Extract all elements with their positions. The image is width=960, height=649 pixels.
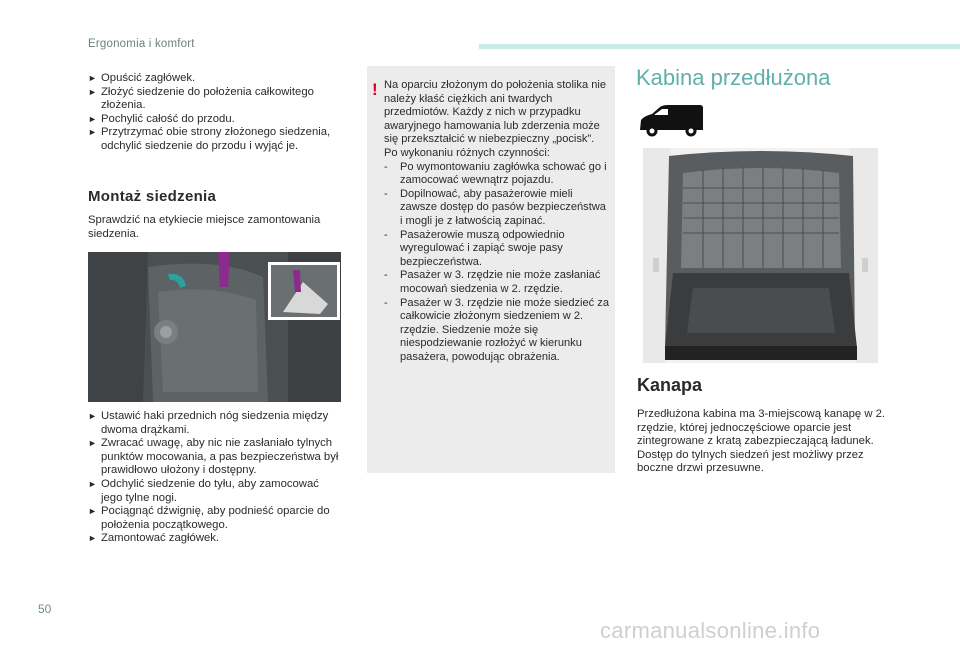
list-item: ► Przytrzymać obie strony złożonego siedzenia, odchylić siedzenie do przodu i wyjąć je. (88, 126, 331, 152)
list-item: ► Ustawić haki przednich nóg siedzenia między dwoma drążkami. (88, 410, 329, 436)
list-item: - Pasażer w 3. rzędzie nie może siedzieć za całkowicie złożonym siedzeniem w 2. rzędzie. Siedzenie może się niespodziewanie rozłożyć w kierunku pasażera, powodując obrażenia. (384, 296, 610, 363)
van-silhouette-icon (638, 104, 704, 138)
bullet-arrow-icon: ► (88, 113, 97, 124)
kanapa-description (637, 408, 887, 476)
removal-steps-list (88, 72, 343, 154)
mounting-steps-list (88, 410, 343, 546)
bullet-arrow-icon: ► (88, 438, 97, 449)
list-item: - Po wymontowaniu zagłówka schować go i zamocować wewnątrz pojazdu. (384, 160, 607, 187)
bullet-arrow-icon: ► (88, 533, 97, 544)
van-cargo-photo (643, 148, 878, 363)
warning-text (384, 79, 610, 364)
list-item: ► Zwracać uwagę, aby nic nie zasłaniało tylnych punktów mocowania, a pas bezpieczeństwa był prawidłowo ułożony i dostępny. (88, 437, 339, 477)
montaz-section-title: Montaż siedzenia (88, 188, 217, 205)
section-header-title: Ergonomia i komfort (88, 38, 195, 50)
kanapa-paragraph: Dostęp do tylnych siedzeń jest możliwy przez boczne drzwi przesuwne. (637, 448, 864, 475)
warning-list (384, 161, 610, 365)
list-item: ► Pociągnąć dźwignię, aby podnieść oparcie do położenia początkowego. (88, 505, 330, 531)
kanapa-paragraph: Przedłużona kabina ma 3-miejscową kanapę w 2. rzędzie, której jednoczęściowe oparcie jest zintegrowane z kratą zabezpieczającą ładunek. (637, 408, 886, 448)
list-item: ► Odchylić siedzenie do tyłu, aby zamocować jego tylne nogi. (88, 477, 319, 504)
list-item: ► Zamontować zagłówek. (88, 532, 220, 545)
warning-paragraph: Na oparciu złożonym do położenia stolika nie należy kłaść ciężkich ani twardych przedmiotów. Każdy z nich w przypadku awaryjnego hamowania lub zderzenia może się przekształcić w niebezpieczny „pocisk”. (384, 79, 606, 146)
bullet-arrow-icon: ► (88, 127, 97, 138)
montaz-intro-text: Sprawdzić na etykiecie miejsce zamontowania siedzenia. (88, 214, 321, 240)
cabina-section-title: Kabina przedłużona (636, 65, 831, 90)
bullet-arrow-icon: ► (88, 73, 97, 83)
bullet-arrow-icon: ► (88, 86, 97, 97)
bullet-arrow-icon: ► (88, 411, 97, 421)
list-item: - Pasażerowie muszą odpowiednio wyregulować i zapiąć swoje pasy bezpieczeństwa. (384, 228, 565, 268)
header-accent-bar (479, 44, 960, 49)
warning-paragraph: Po wykonaniu różnych czynności: (384, 146, 550, 159)
exclamation-warning-icon: ! (372, 80, 378, 99)
list-item: - Pasażer w 3. rzędzie nie może zasłaniać mocowań siedzenia w 2. rzędzie. (384, 269, 601, 295)
list-item: ► Opuścić zagłówek. (88, 72, 196, 84)
page-number: 50 (38, 602, 52, 616)
watermark-text: carmanualsonline.info (600, 618, 821, 643)
bullet-arrow-icon: ► (88, 506, 97, 517)
list-item: - Dopilnować, aby pasażerowie mieli zawsze dostęp do pasów bezpieczeństwa i mogli je z łatwością zapinać. (384, 187, 606, 227)
bullet-arrow-icon: ► (88, 478, 97, 489)
kanapa-section-title: Kanapa (637, 375, 703, 395)
list-item: ► Pochylić całość do przodu. (88, 112, 235, 125)
list-item: ► Złożyć siedzenie do położenia całkowitego złożenia. (88, 85, 314, 112)
seat-mounting-illustration (88, 252, 341, 402)
